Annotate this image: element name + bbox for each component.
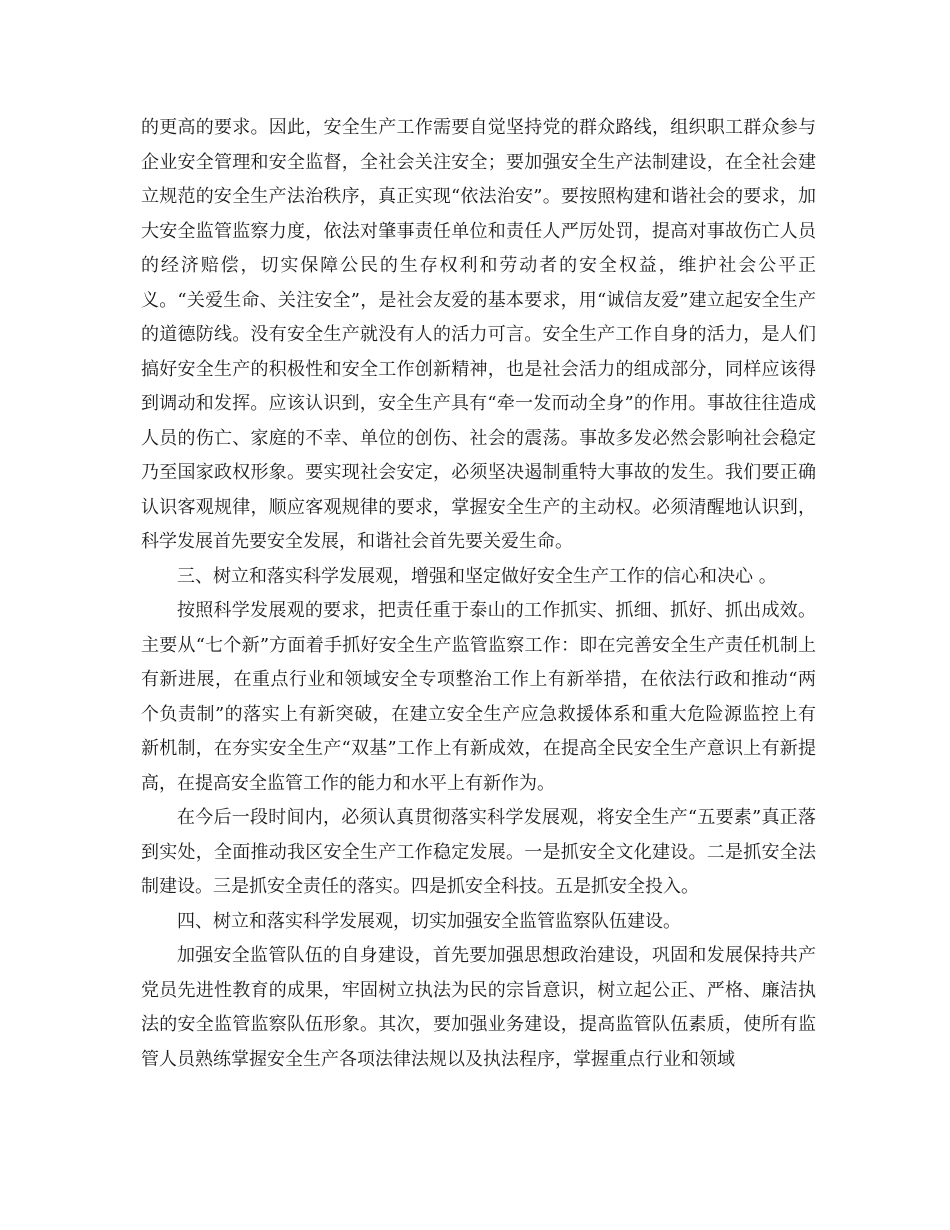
paragraph-continuation: 的更高的要求。因此，安全生产工作需要自觉坚持党的群众路线，组织职工群众参与企业安全管理和安全监督，全社会关注安全；要加强安全生产法制建设，在全社会建立规范的安全生产法治秩序，真正实现“依法治安”。要按照构建和谐社会的要求，加大安全监管监察力度，依法对肇事责任单位和责任人严厉处罚，提高对事故伤亡人员的经济赔偿，切实保障公民的生存权利和劳动者的安全权益，维护社会公平正义。“关爱生命、关注安全”，是社会友爱的基本要求，用“诚信友爱”建立起安全生产的道德防线。没有安全生产就没有人的活力可言。安全生产工作自身的活力，是人们搞好安全生产的积极性和安全工作创新精神，也是社会活力的组成部分，同样应该得到调动和发挥。应该认识到，安全生产具有“牵一发而动全身”的作用。事故往往造成人员的伤亡、家庭的不幸、单位的创伤、社会的震荡。事故多发必然会影响社会稳定乃至国家政权形象。要实现社会安定，必须坚决遏制重特大事故的发生。我们要正确认识客观规律，顺应客观规律的要求，掌握安全生产的主动权。必须清醒地认识到，科学发展首先要安全发展，和谐社会首先要关爱生命。 bbox=[141, 117, 816, 552]
section-heading-four: 四、树立和落实科学发展观，切实加强安全监管监察队伍建设。 bbox=[177, 910, 681, 932]
document-body bbox=[141, 111, 816, 1077]
section-heading-three: 三、树立和落实科学发展观，增强和坚定做好安全生产工作的信心和决心 。 bbox=[177, 565, 777, 587]
paragraph-five-elements: 在今后一段时间内，必须认真贯彻落实科学发展观，将安全生产“五要素”真正落到实处，全面推动我区安全生产工作稳定发展。一是抓安全文化建设。二是抓安全法制建设。三是抓安全责任的落实。四是抓安全科技。五是抓安全投入。 bbox=[141, 807, 816, 897]
paragraph-team-building: 加强安全监管队伍的自身建设，首先要加强思想政治建设，巩固和发展保持共产党员先进性教育的成果，牢固树立执法为民的宗旨意识，树立起公正、严格、廉洁执法的安全监管监察队伍形象。其次，要加强业务建设，提高监管队伍素质，使所有监管人员熟练掌握安全生产各项法律法规以及执法程序，掌握重点行业和领域 bbox=[141, 945, 816, 1070]
paragraph-seven-new: 按照科学发展观的要求，把责任重于泰山的工作抓实、抓细、抓好、抓出成效。主要从“七个新”方面着手抓好安全生产监管监察工作：即在完善安全生产责任机制上有新进展，在重点行业和领域安全专项整治工作上有新举措，在依法行政和推动“两个负责制”的落实上有新突破，在建立安全生产应急救援体系和重大危险源监控上有新机制，在夯实安全生产“双基”工作上有新成效，在提高全民安全生产意识上有新提高，在提高安全监管工作的能力和水平上有新作为。 bbox=[141, 600, 816, 794]
